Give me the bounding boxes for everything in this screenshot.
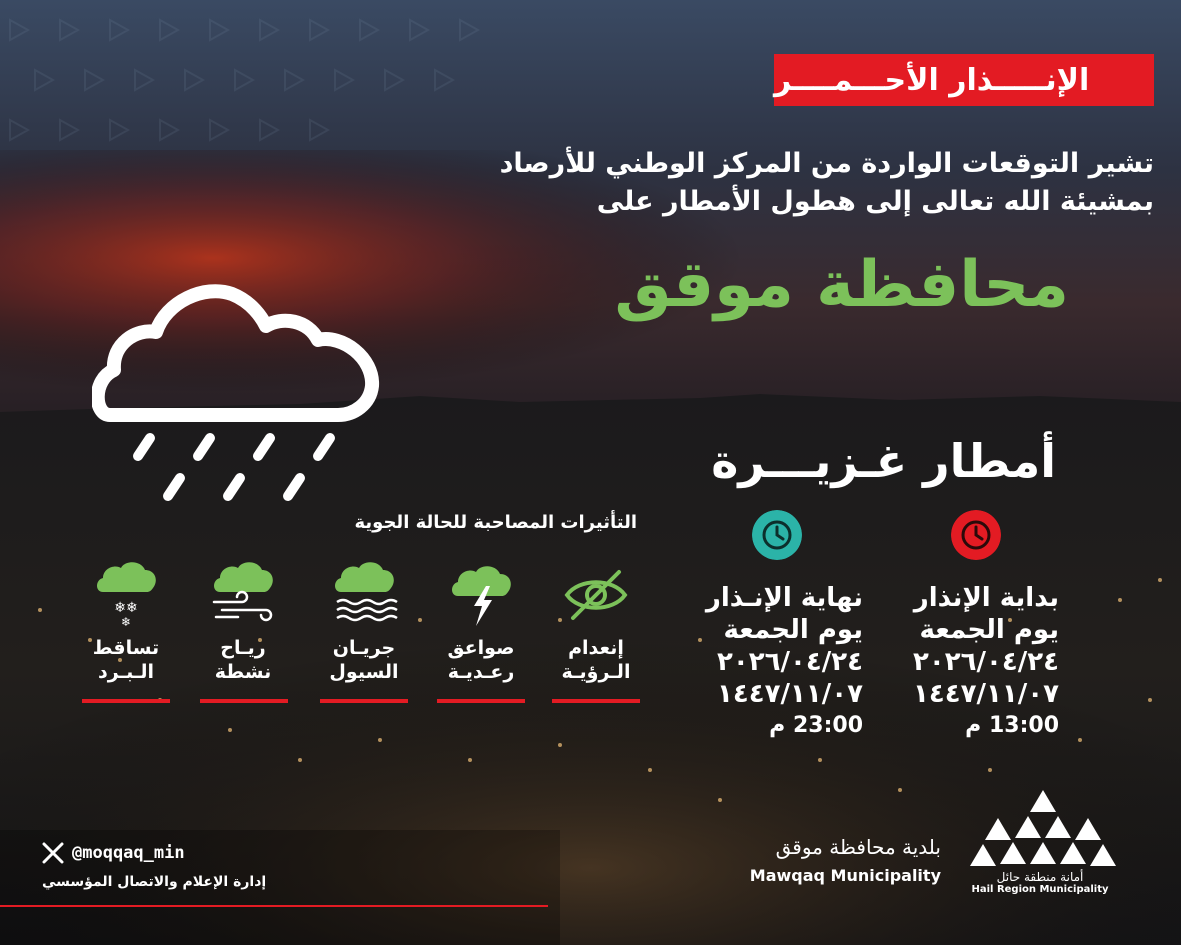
effect-flood — [314, 560, 414, 684]
start-greg-date: ٢٠٢٦/٠٤/٢٤ — [913, 647, 1059, 677]
end-clock-icon — [752, 510, 802, 560]
effect-lightning — [431, 560, 531, 684]
start-time: 13:00 م — [965, 713, 1059, 738]
effect-label: إنعدام الـرؤيـة — [561, 637, 631, 683]
visibility-off-icon — [561, 560, 631, 630]
red-alert-banner — [774, 54, 1154, 106]
intro-text — [454, 145, 1154, 221]
effect-underline — [82, 699, 170, 703]
flood-cloud-icon — [329, 560, 399, 630]
end-hijri-date: ١٤٤٧/١١/٠٧ — [717, 679, 863, 709]
end-greg-date: ٢٠٢٦/٠٤/٢٤ — [717, 647, 863, 677]
effect-label: تساقط الـبـرد — [92, 637, 160, 683]
wind-cloud-icon — [208, 560, 278, 630]
effect-underline — [552, 699, 640, 703]
effect-label: ريـاح نشطة — [214, 637, 272, 683]
start-clock-icon — [951, 510, 1001, 560]
banner-title: الإنـــــذار الأحـــمــــر — [774, 62, 1090, 98]
effect-underline — [200, 699, 288, 703]
department-name: إدارة الإعلام والاتصال المؤسسي — [42, 874, 267, 890]
effect-visibility — [546, 560, 646, 684]
end-day: يوم الجمعة — [723, 615, 863, 645]
hail-region-text — [960, 870, 1120, 895]
start-label: بداية الإنذار — [913, 583, 1059, 613]
weather-type: أمطار غـزيـــرة — [711, 434, 1056, 488]
social-footer — [42, 842, 266, 890]
alert-end — [706, 582, 863, 742]
rain-cloud-icon — [92, 284, 382, 504]
end-label: نهاية الإنـذار — [705, 583, 863, 613]
location-title: محافظة موقق — [614, 248, 1069, 322]
effect-underline — [437, 699, 525, 703]
start-hijri-date: ١٤٤٧/١١/٠٧ — [913, 679, 1059, 709]
svg-text:❄❄: ❄❄ — [114, 600, 138, 616]
twitter-handle: @moqqaq_min — [72, 843, 185, 863]
municipality-ar: بلدية محافظة موقق — [775, 835, 941, 859]
region-ar: أمانة منطقة حائل — [996, 870, 1084, 884]
region-en: Hail Region Municipality — [971, 884, 1109, 895]
start-day: يوم الجمعة — [919, 615, 1059, 645]
x-logo-icon — [42, 842, 64, 864]
municipality-en: Mawqaq Municipality — [749, 866, 941, 885]
svg-text:❄: ❄ — [120, 615, 132, 629]
end-time: 23:00 م — [769, 713, 863, 738]
effect-label: جريـان السيول — [329, 637, 399, 683]
effect-wind — [193, 560, 293, 684]
intro-line-2: بمشيئة الله تعالى إلى هطول الأمطار على — [596, 186, 1154, 217]
lightning-cloud-icon — [446, 560, 516, 630]
alert-start — [913, 582, 1059, 742]
twitter-link[interactable] — [42, 842, 266, 864]
hail-region-logo — [968, 788, 1118, 870]
effect-label: صواعق رعـديـة — [447, 637, 515, 683]
effect-underline — [320, 699, 408, 703]
hail-cloud-icon — [91, 560, 161, 630]
intro-line-1: تشير التوقعات الواردة من المركز الوطني للأرصاد — [499, 148, 1154, 179]
effects-title: التأثيرات المصاحبة للحالة الجوية — [354, 512, 637, 533]
effect-hail — [76, 560, 176, 684]
